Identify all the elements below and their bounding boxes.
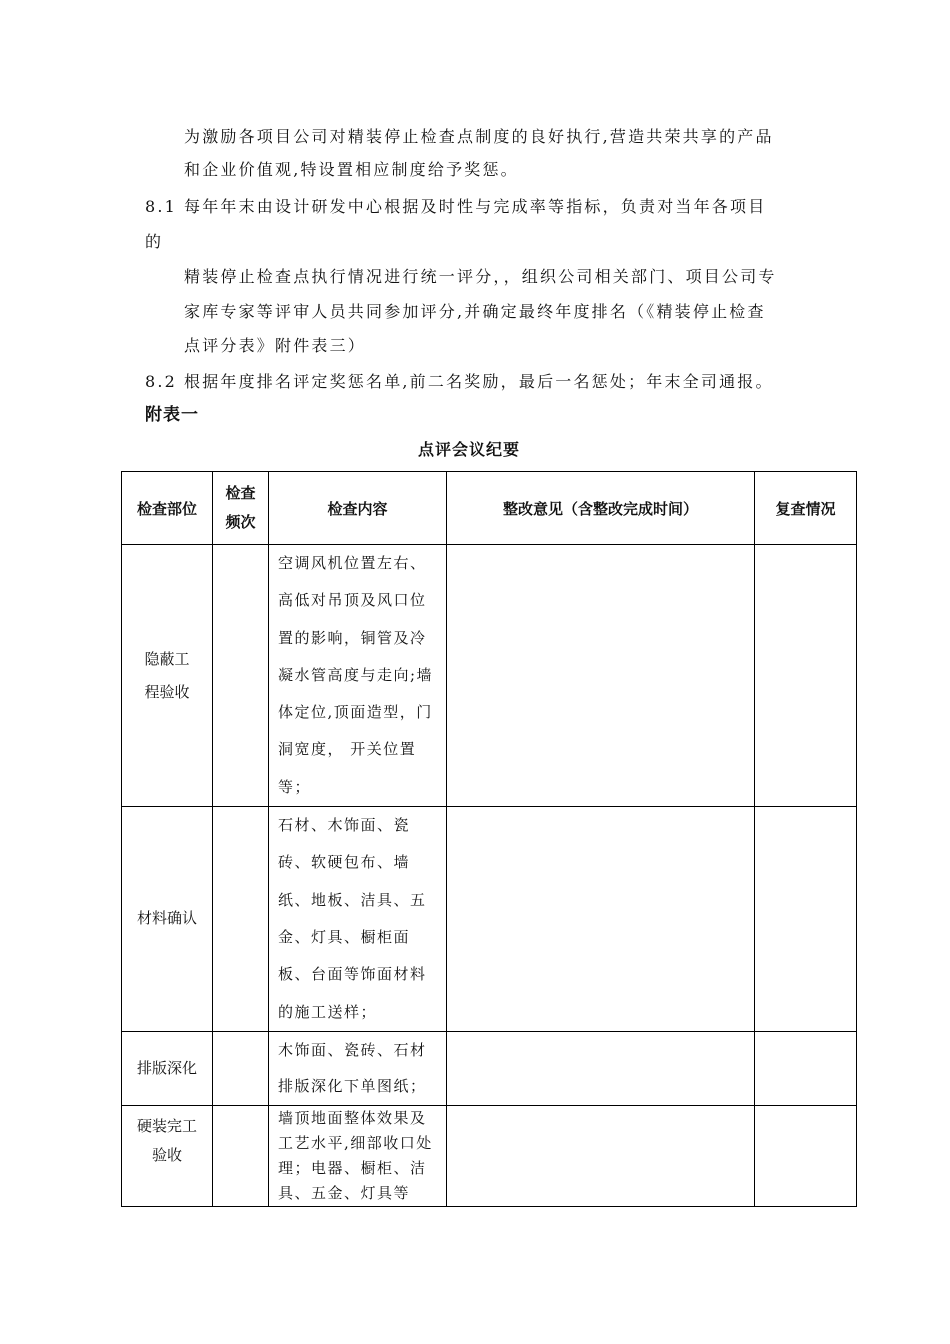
header-opinion: 整改意见（含整改完成时间） (447, 472, 755, 545)
row-content (269, 1105, 447, 1206)
row-content-line: 板、台面等饰面材料 (278, 965, 427, 984)
row-part (122, 1105, 213, 1206)
row-part (122, 807, 213, 1032)
row-content-line: 洞宽度， 开关位置 (278, 740, 417, 759)
row-content-line: 排版深化下单图纸； (278, 1076, 427, 1095)
row-content-line: 凝水管高度与走向;墙 (278, 665, 434, 684)
section-number: 8.2 (145, 372, 178, 391)
paragraph-line: 为激励各项目公司对精装停止检查点制度的良好执行,营造共荣共享的产品 (184, 127, 774, 146)
header-content: 检查内容 (269, 472, 447, 545)
row-part-line: 材料确认 (136, 909, 197, 928)
row-content-line: 工艺水平,细部收口处 (278, 1133, 433, 1152)
section-number: 8.1 (145, 197, 178, 216)
row-frequency (213, 1105, 269, 1206)
row-content-line: 具、五金、灯具等 (278, 1183, 411, 1202)
row-opinion (447, 807, 755, 1032)
row-frequency (213, 807, 269, 1032)
header-frequency-line: 检查 (225, 484, 256, 502)
row-part-line: 验收 (151, 1145, 182, 1164)
row-part-line: 硬装完工 (136, 1116, 197, 1135)
header-part: 检查部位 (122, 472, 213, 545)
row-opinion (447, 1031, 755, 1105)
row-content (269, 1031, 447, 1105)
row-review (755, 1031, 857, 1105)
row-opinion (447, 545, 755, 807)
row-part (122, 545, 213, 807)
row-part-line: 隐蔽工 (144, 649, 190, 668)
table-row (122, 545, 857, 807)
row-content-line: 空调风机位置左右、 (278, 554, 427, 572)
row-content-line: 金、灯具、橱柜面 (278, 927, 411, 946)
table-row (122, 1031, 857, 1105)
header-frequency (213, 472, 269, 545)
paragraph-line: 家库专家等评审人员共同参加评分,并确定最终年度排名（《精装停止检查 (184, 302, 766, 321)
row-frequency (213, 545, 269, 807)
row-content-line: 的施工送样； (278, 1002, 378, 1021)
row-content-line: 石材、木饰面、瓷 (278, 816, 411, 835)
paragraph-line: 精装停止检查点执行情况进行统一评分，，组织公司相关部门、项目公司专 (184, 267, 777, 286)
row-content-line: 等； (278, 777, 312, 796)
row-content-line: 理；电器、橱柜、洁 (278, 1158, 427, 1177)
row-content (269, 545, 447, 807)
appendix-label: 附表一 (145, 405, 199, 425)
paragraph-line: 点评分表》附件表三） (184, 336, 367, 355)
table-header-row (122, 472, 857, 545)
header-review: 复查情况 (755, 472, 857, 545)
row-opinion (447, 1105, 755, 1206)
row-content-line: 体定位,顶面造型，门 (278, 703, 433, 722)
row-content-line: 高低对吊顶及风口位 (278, 591, 427, 610)
row-content-line: 木饰面、瓷砖、石材 (278, 1040, 427, 1059)
row-content-line: 墙顶地面整体效果及 (278, 1108, 427, 1127)
table-row (122, 807, 857, 1032)
row-part-line: 排版深化 (136, 1058, 197, 1077)
paragraph-line: 的 (145, 232, 164, 251)
row-review (755, 807, 857, 1032)
row-review (755, 1105, 857, 1206)
table-title: 点评会议纪要 (418, 440, 521, 459)
paragraph-line: 每年年末由设计研发中心根据及时性与完成率等指标，负责对当年各项目 (184, 197, 767, 216)
review-meeting-table (121, 471, 857, 1207)
row-content (269, 807, 447, 1032)
paragraph-line: 根据年度排名评定奖惩名单,前二名奖励，最后一名惩处；年末全司通报。 (184, 372, 774, 391)
row-content-line: 置的影响，铜管及冷 (278, 628, 427, 647)
header-frequency-line: 频次 (225, 513, 256, 531)
table-row (122, 1105, 857, 1206)
row-review (755, 545, 857, 807)
paragraph-line: 和企业价值观,特设置相应制度给予奖惩。 (184, 160, 519, 179)
row-part-line: 程验收 (144, 682, 190, 701)
row-frequency (213, 1031, 269, 1105)
row-part (122, 1031, 213, 1105)
row-content-line: 纸、地板、洁具、五 (278, 890, 427, 909)
row-content-line: 砖、软硬包布、墙 (278, 853, 411, 872)
